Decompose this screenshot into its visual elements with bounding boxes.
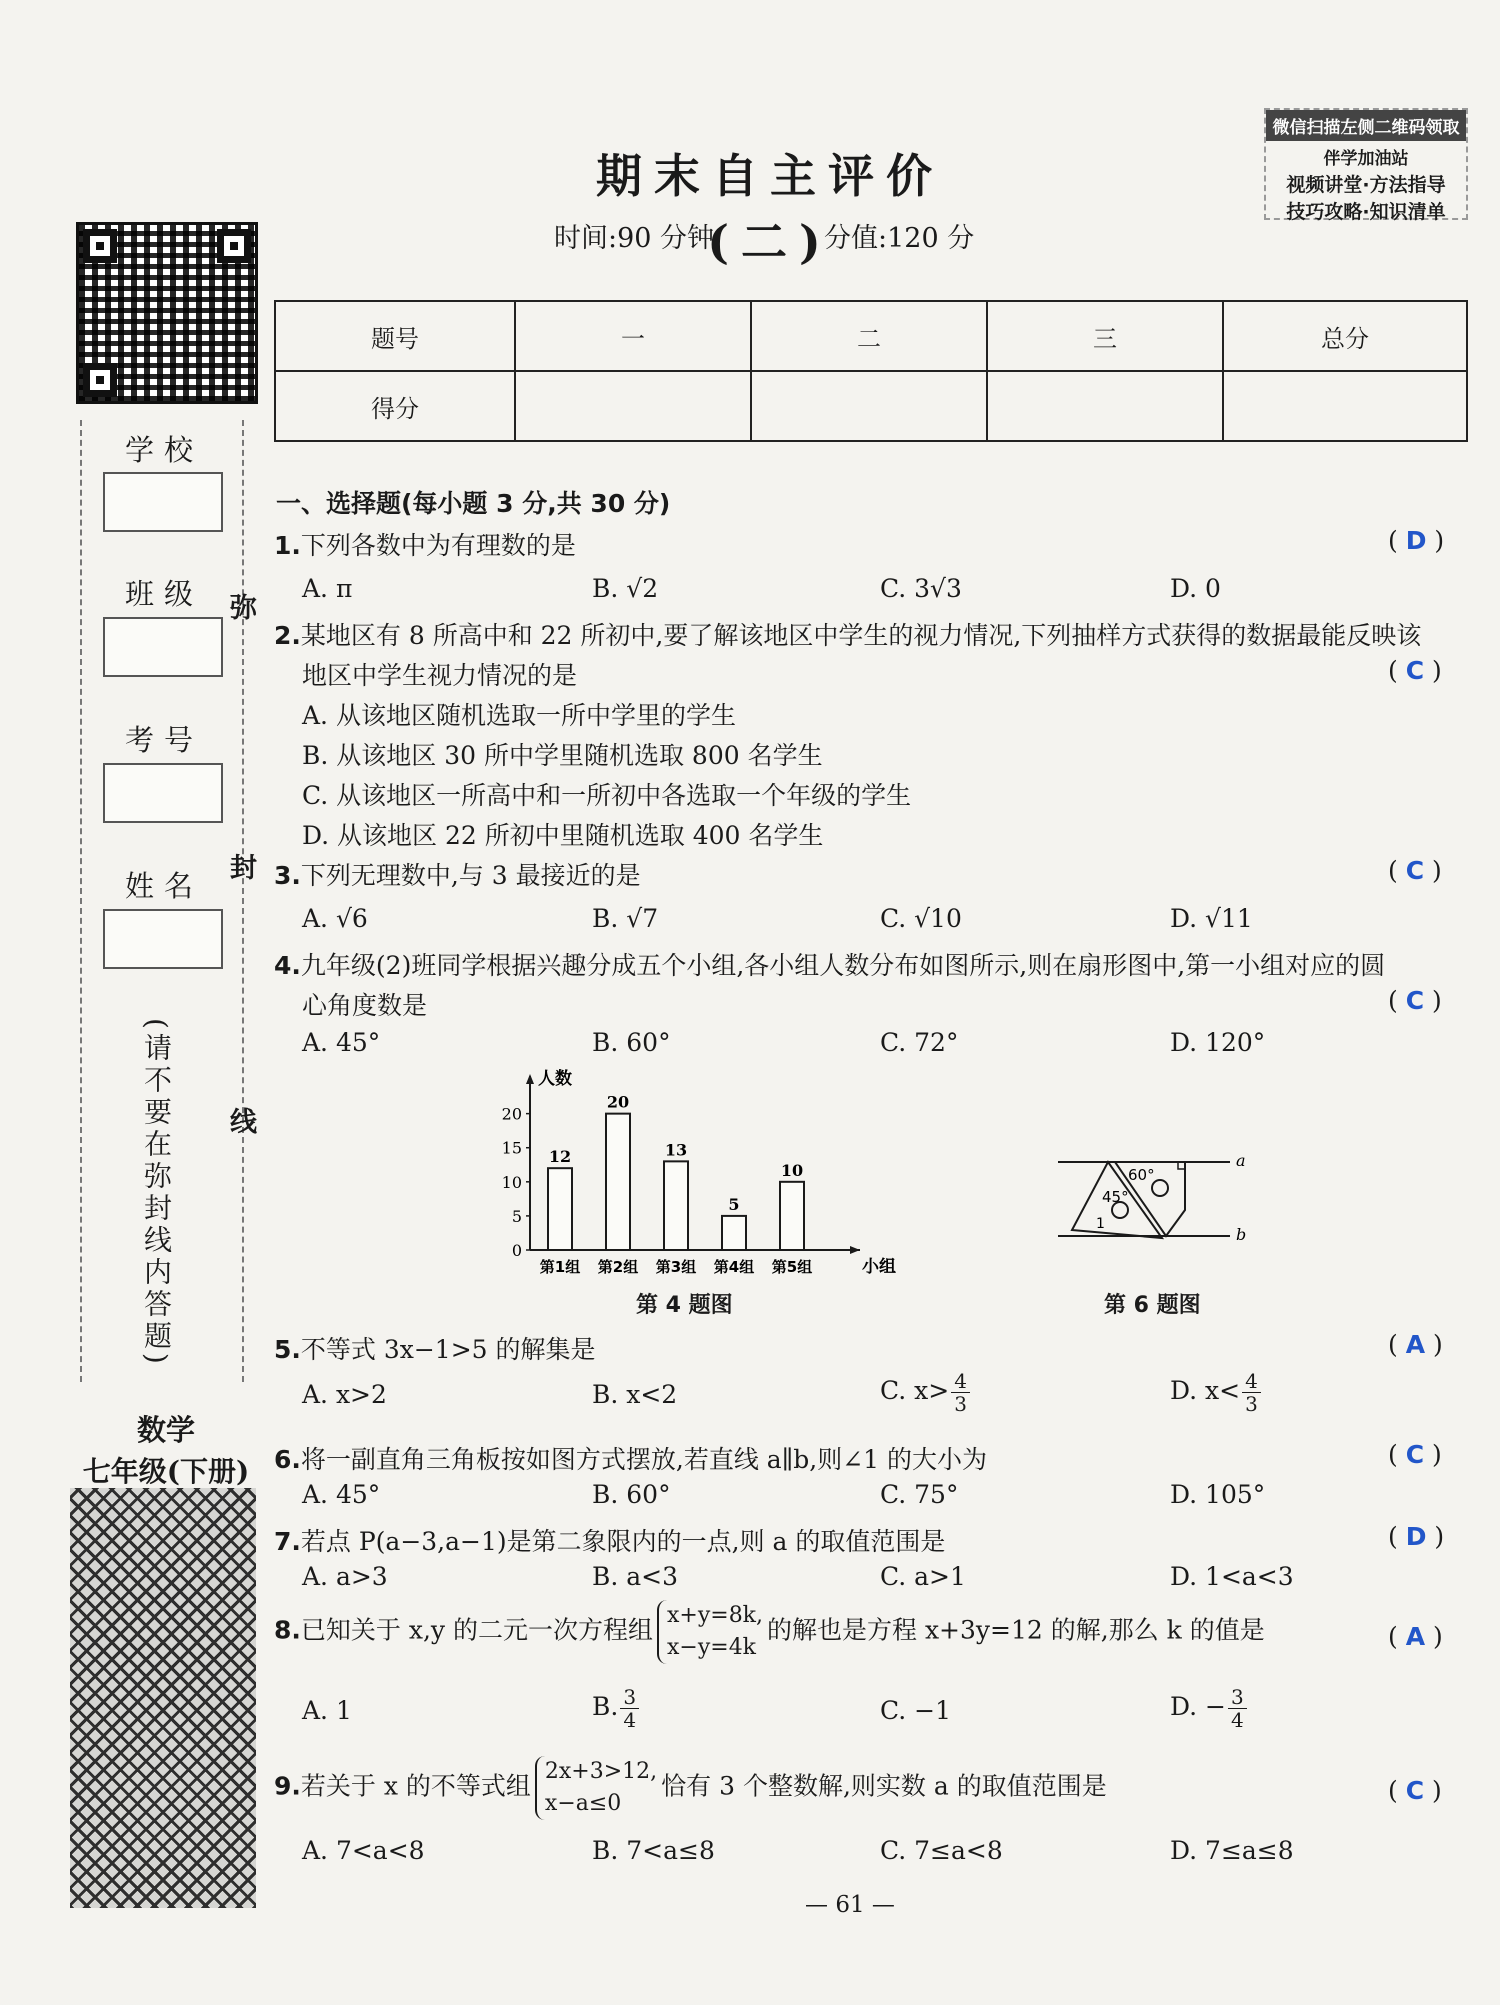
exam-time: 时间:90 分钟 [554,223,715,254]
option-b[interactable] [592,1686,639,1731]
question-8 [274,1600,1265,1664]
grade-label: 七年级(下册) [82,1455,250,1488]
numerator: 3 [620,1686,639,1709]
seal-char-mi: 弥 [230,593,257,624]
option[interactable]: C. 72° [880,1028,959,1057]
answer-letter: C [1405,1440,1425,1469]
fraction [1242,1370,1261,1415]
score-table-score-row [275,371,1467,441]
numerator: 4 [951,1370,970,1393]
triangle-figure [1050,1140,1260,1260]
equation-system [657,1600,763,1664]
class-field[interactable] [103,617,223,677]
score-cell: 一 [515,301,751,371]
denominator: 4 [1231,1708,1244,1732]
score-input-cell[interactable] [751,371,987,441]
question-text: 若关于 x 的不等式组 [300,1771,531,1801]
bar [780,1182,804,1250]
name-field[interactable] [103,909,223,969]
option[interactable]: B. 7<a≤8 [592,1836,715,1865]
option-c[interactable] [880,1370,970,1415]
score-input-cell[interactable] [515,371,751,441]
option[interactable]: A. 7<a<8 [302,1836,425,1865]
option[interactable]: D. 0 [1170,574,1221,603]
option[interactable]: D. 从该地区 22 所初中里随机选取 400 名学生 [302,821,824,850]
answer-1: ( D ) [1388,526,1445,555]
question-text: 下列各数中为有理数的是 [300,531,576,560]
y-tick-label: 15 [501,1138,522,1158]
answer-9: ( C ) [1388,1776,1442,1805]
option-d[interactable] [1170,1686,1247,1731]
equation: x+y=8k, [666,1603,764,1628]
question-text: 不等式 3x−1>5 的解集是 [300,1335,596,1364]
bar [548,1168,572,1250]
option[interactable]: C. −1 [880,1696,951,1725]
score-input-cell[interactable] [987,371,1223,441]
qr-finder [83,363,117,397]
option[interactable]: B. x<2 [592,1380,678,1409]
answer-5: ( A ) [1388,1330,1443,1359]
seal-char-xian: 线 [230,1107,257,1138]
equation: x−y=4k [666,1635,757,1660]
question-text: 九年级(2)班同学根据兴趣分成五个小组,各小组人数分布如图所示,则在扇形图中,第一小组对应的圆 [300,951,1386,980]
x-tick-label: 第2组 [597,1258,639,1276]
option[interactable]: C. √10 [880,904,962,933]
bar-value-label: 5 [728,1194,740,1214]
option-d[interactable] [1170,1370,1261,1415]
label-angle-1: 1 [1096,1216,1105,1232]
answer-letter: C [1405,856,1425,885]
option[interactable]: B. √7 [592,904,659,933]
option-text: B. [592,1692,619,1721]
option[interactable]: C. 从该地区一所高中和一所初中各选取一个年级的学生 [302,781,912,810]
answer-6: ( C ) [1388,1440,1442,1469]
option[interactable]: A. 45° [302,1480,381,1509]
question-text: 已知关于 x,y 的二元一次方程组 [300,1615,653,1645]
y-axis-arrow [526,1074,534,1084]
qr-finder [217,229,251,263]
question-number: 3. [274,861,301,890]
option[interactable]: D. √11 [1170,904,1253,933]
answer-letter: A [1405,1622,1426,1651]
option[interactable]: A. √6 [302,904,368,933]
inequality-system [535,1756,657,1820]
promo-top: 微信扫描左侧二维码领取 [1266,110,1466,141]
option[interactable]: D. 105° [1170,1480,1266,1509]
option[interactable]: D. 7≤a≤8 [1170,1836,1294,1865]
option[interactable]: C. a>1 [880,1562,966,1591]
figure-4-caption: 第 4 题图 [636,1293,733,1318]
seal-line-left [80,420,82,1382]
question-number: 8. [274,1615,301,1645]
option[interactable]: B. 60° [592,1480,671,1509]
question-6 [274,1440,987,1476]
question-text-continued: 心角度数是 [302,991,428,1020]
question-number: 4. [274,951,301,980]
question-7 [274,1522,945,1558]
question-2 [274,616,1421,652]
option[interactable]: A. 从该地区随机选取一所中学里的学生 [302,701,736,730]
bar-value-label: 12 [548,1147,572,1167]
school-field[interactable] [103,472,223,532]
score-table [274,300,1468,442]
y-tick-label: 20 [501,1104,522,1124]
denominator: 3 [954,1392,967,1416]
score-cell: 得分 [275,371,515,441]
answer-3: ( C ) [1388,856,1442,885]
qr-code[interactable] [76,222,258,404]
option[interactable]: B. 60° [592,1028,671,1057]
label-b: b [1236,1225,1247,1244]
answer-4: ( C ) [1388,986,1442,1015]
exam-number-label: 考号 [124,723,203,757]
y-tick-label: 10 [501,1172,522,1192]
x-tick-label: 第4组 [713,1258,755,1276]
fraction [951,1370,970,1415]
answer-2: ( C ) [1388,656,1442,685]
promo-line-2: 技巧攻略·知识清单 [1286,201,1446,223]
fraction [620,1686,639,1731]
answer-7: ( D ) [1388,1522,1445,1551]
bar [722,1216,746,1250]
question-number: 6. [274,1445,301,1474]
question-number: 9. [274,1771,301,1801]
score-table-header-row [275,301,1467,371]
question-text: 若点 P(a−3,a−1)是第二象限内的一点,则 a 的取值范围是 [300,1527,946,1556]
numerator: 3 [1228,1686,1247,1709]
answer-letter: A [1405,1330,1426,1359]
inequality: x−a≤0 [544,1791,622,1816]
x-tick-label: 第5组 [771,1258,813,1276]
bar [606,1114,630,1250]
answer-letter: D [1405,526,1427,555]
score-cell: 三 [987,301,1223,371]
option[interactable]: B. a<3 [592,1562,679,1591]
question-text: 恰有 3 个整数解,则实数 a 的取值范围是 [661,1771,1107,1801]
option[interactable]: A. 1 [302,1696,352,1725]
question-9 [274,1756,1107,1820]
option[interactable]: A. π [302,574,353,603]
section-title: 一、选择题(每小题 3 分,共 30 分) [276,489,671,518]
score-cell: 总分 [1223,301,1467,371]
subject-label: 数学 [136,1413,195,1447]
decorative-pattern [70,1488,256,1908]
question-text: 下列无理数中,与 3 最接近的是 [300,861,641,890]
option[interactable]: C. 3√3 [880,574,962,603]
question-text-continued: 地区中学生视力情况的是 [302,661,578,690]
name-label: 姓名 [124,869,203,903]
question-number: 2. [274,621,301,650]
question-number: 1. [274,531,301,560]
question-text: 某地区有 8 所高中和 22 所初中,要了解该地区中学生的视力情况,下列抽样方式获得的数据最能反映该 [300,621,1422,650]
exam-score-value: 分值:120 分 [824,223,975,254]
question-number: 5. [274,1335,301,1364]
class-label: 班级 [124,577,203,611]
question-5 [274,1330,596,1366]
option-text: C. x> [880,1376,950,1405]
x-tick-label: 第3组 [655,1258,697,1276]
x-axis-label: 小组 [862,1257,896,1277]
seal-notice: (请不要在弥封线内答题) [140,1018,173,1368]
bar-value-label: 13 [664,1140,688,1160]
label-45: 45° [1102,1188,1129,1206]
seal-char-feng: 封 [230,853,257,884]
bar-chart [470,1064,896,1280]
question-4 [274,946,1385,982]
page-number: — 61 — [805,1892,895,1918]
bar [664,1161,688,1250]
question-number: 7. [274,1527,301,1556]
x-axis-arrow [850,1246,860,1254]
y-axis-label: 人数 [538,1069,572,1089]
bar-value-label: 20 [606,1092,630,1112]
promo-middle: 伴学加油站 [1323,149,1409,169]
answer-letter: D [1405,1522,1427,1551]
option[interactable]: B. 从该地区 30 所中学里随机选取 800 名学生 [302,741,823,770]
qr-finder [83,229,117,263]
option[interactable]: A. 45° [302,1028,381,1057]
page-title: 期末自主评价(二) [596,149,944,269]
score-cell: 二 [751,301,987,371]
option[interactable]: A. a>3 [302,1562,388,1591]
right-angle-mark [1178,1162,1185,1169]
exam-number-field[interactable] [103,763,223,823]
denominator: 3 [1245,1392,1258,1416]
promo-line-1: 视频讲堂·方法指导 [1286,174,1446,196]
answer-letter: C [1405,986,1425,1015]
question-text: 将一副直角三角板按如图方式摆放,若直线 a∥b,则∠1 的大小为 [300,1445,988,1474]
numerator: 4 [1242,1370,1261,1393]
option[interactable]: D. 120° [1170,1028,1266,1057]
option-text: D. − [1170,1692,1226,1721]
answer-letter: C [1405,656,1425,685]
bar-value-label: 10 [780,1160,804,1180]
y-tick-label: 0 [511,1241,522,1260]
school-label: 学校 [124,433,203,467]
option-text: D. x< [1170,1376,1241,1405]
figure-6-caption: 第 6 题图 [1104,1293,1201,1318]
question-1 [274,526,576,562]
fraction [1228,1686,1247,1731]
score-cell: 题号 [275,301,515,371]
option[interactable]: C. 7≤a<8 [880,1836,1003,1865]
label-a: a [1236,1151,1246,1170]
score-input-cell[interactable] [1223,371,1467,441]
label-60: 60° [1128,1166,1155,1184]
inequality: 2x+3>12, [544,1759,658,1784]
option[interactable]: D. 1<a<3 [1170,1562,1294,1591]
answer-letter: C [1405,1776,1425,1805]
option[interactable]: B. √2 [592,574,659,603]
x-tick-label: 第1组 [539,1258,581,1276]
option[interactable]: C. 75° [880,1480,959,1509]
question-text: 的解也是方程 x+3y=12 的解,那么 k 的值是 [767,1615,1265,1645]
promo-box[interactable] [1264,108,1468,223]
option[interactable]: A. x>2 [302,1380,387,1409]
seal-line-right [242,420,244,1382]
answer-8: ( A ) [1388,1622,1443,1651]
question-3 [274,856,641,892]
denominator: 4 [623,1708,637,1732]
y-tick-label: 5 [511,1206,522,1226]
